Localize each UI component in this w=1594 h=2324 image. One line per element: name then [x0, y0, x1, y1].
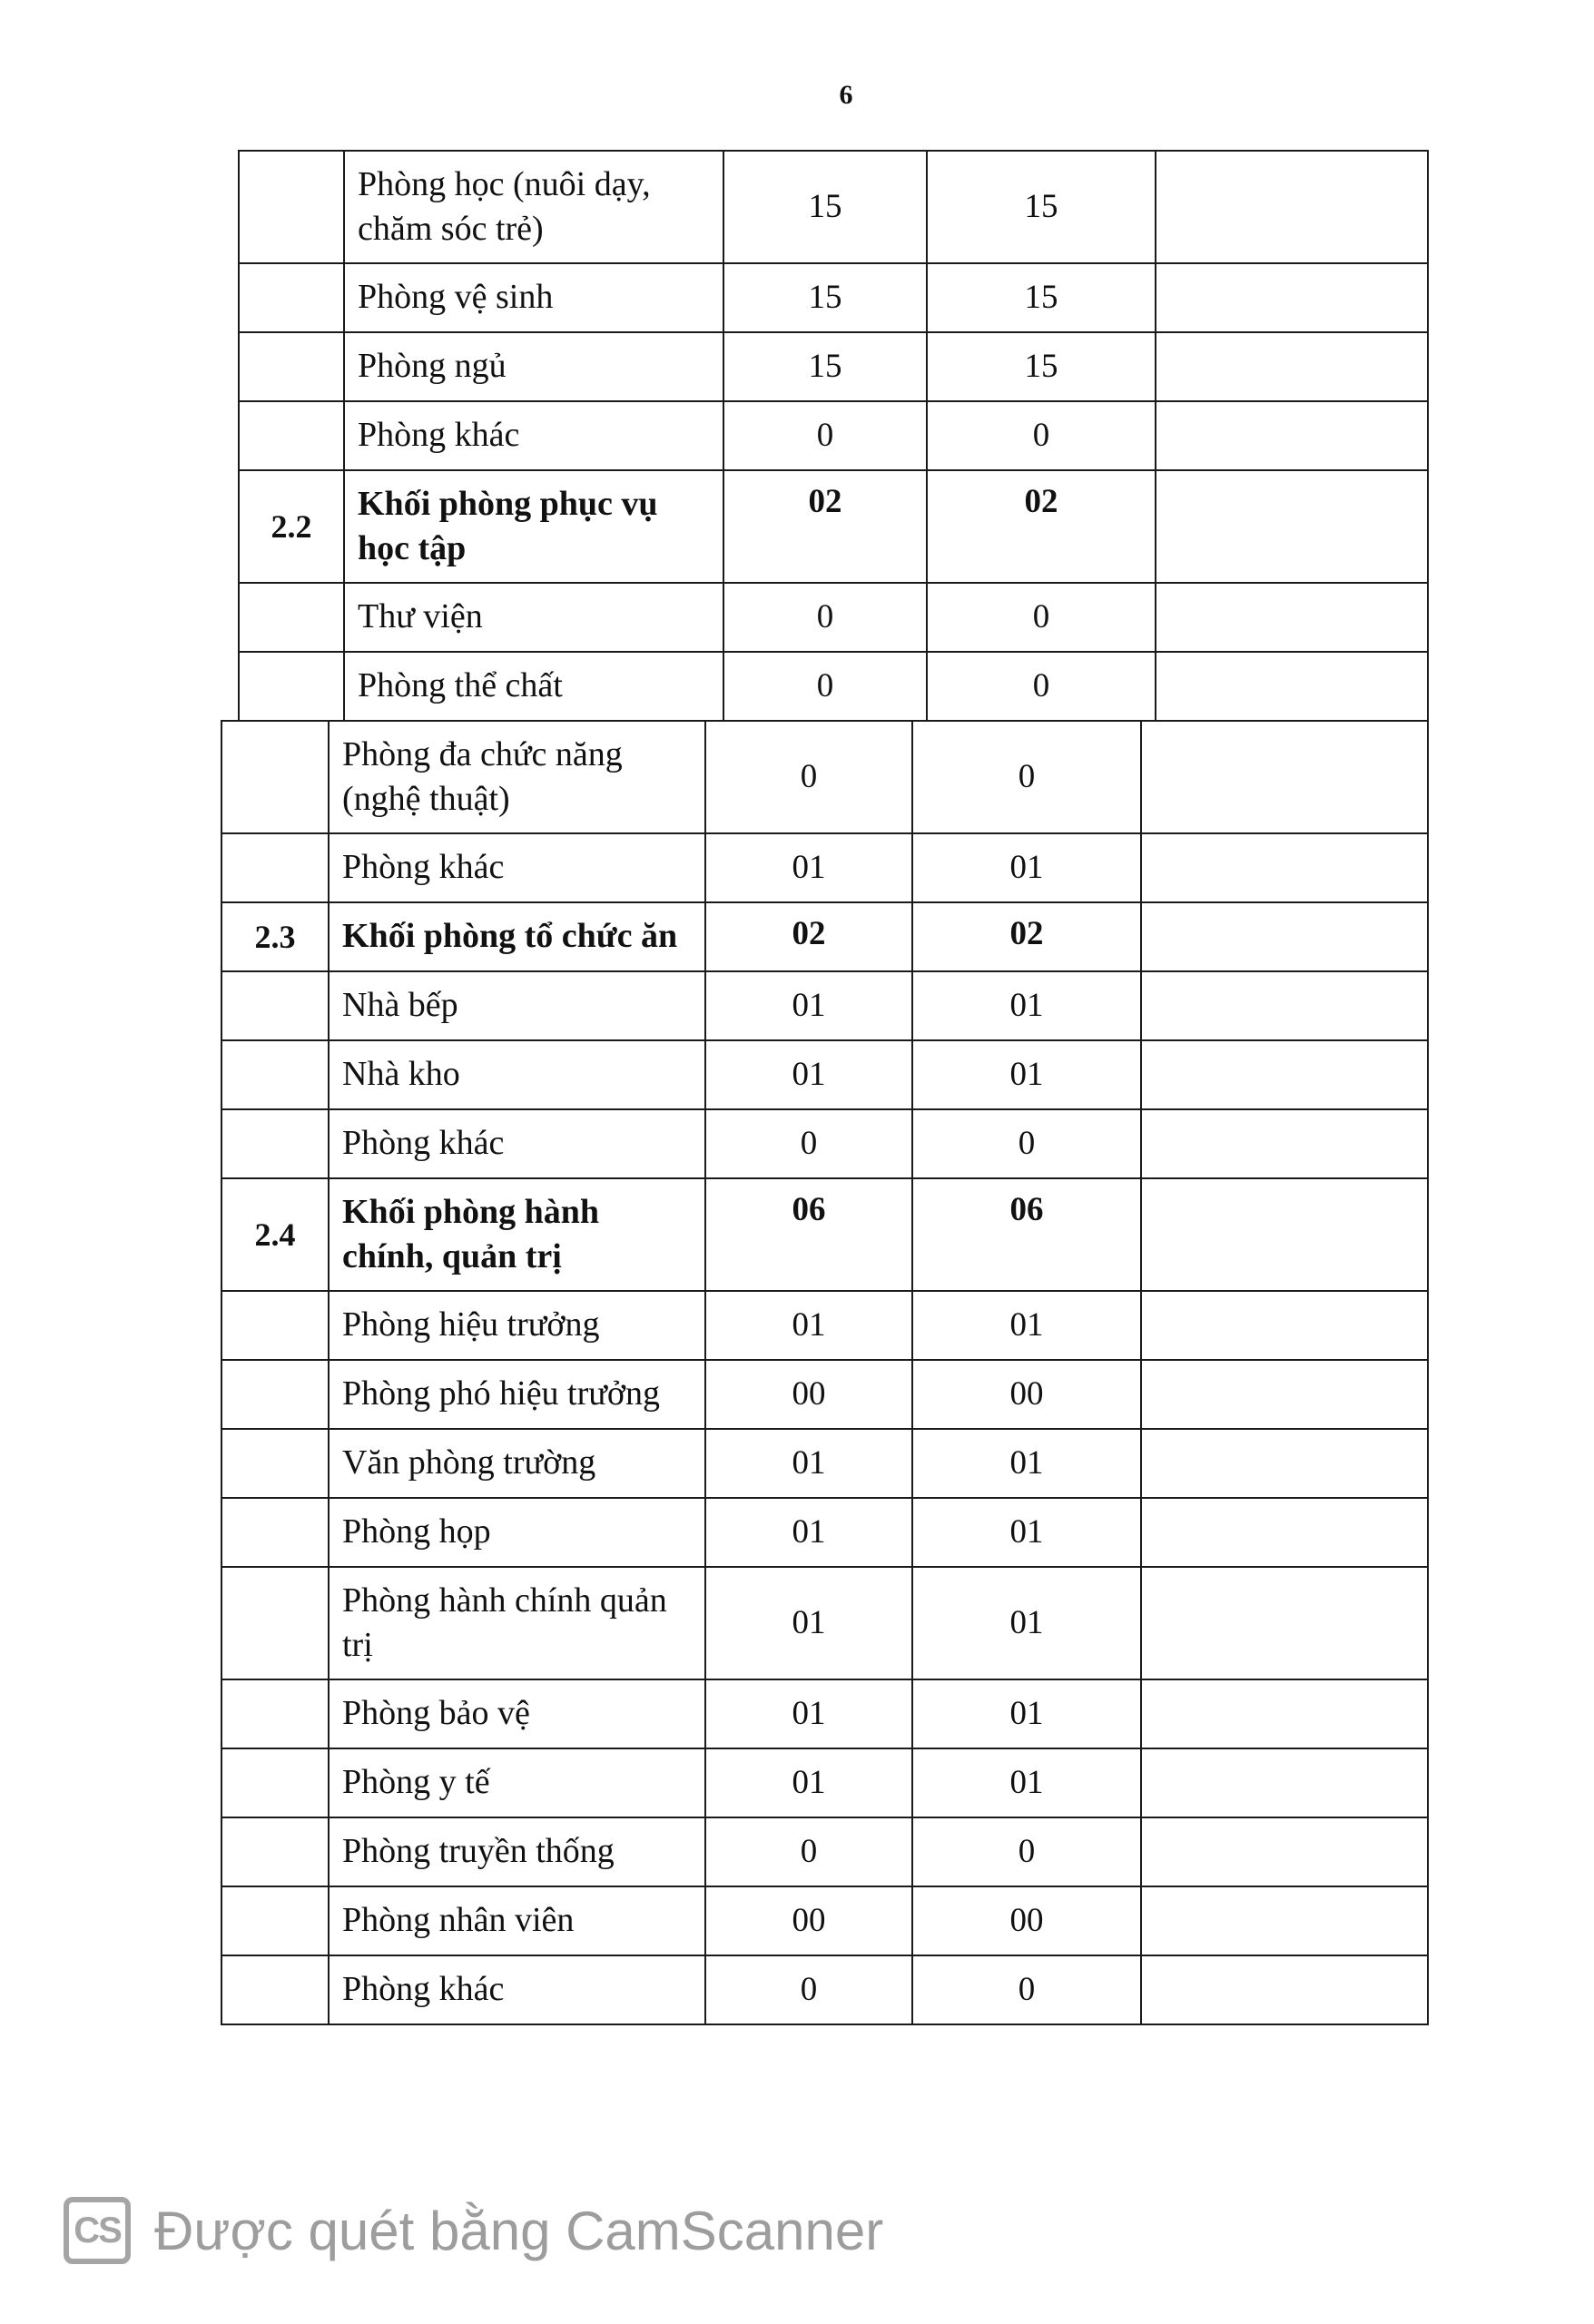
note-cell: [1156, 151, 1428, 263]
section-number-cell: 2.2: [239, 470, 344, 583]
count-cell-1: 15: [723, 332, 927, 401]
note-cell: [1141, 1679, 1428, 1748]
section-number-cell: [221, 1817, 329, 1886]
table-row: [239, 332, 1428, 401]
count-cell-1: 01: [705, 971, 912, 1040]
room-name-cell: Phòng hành chính quản trị: [329, 1567, 705, 1679]
count-cell-1: 00: [705, 1360, 912, 1429]
count-cell-1: 01: [705, 1748, 912, 1817]
count-cell-2: 01: [912, 971, 1141, 1040]
table-row: [221, 1817, 1428, 1886]
room-name-cell: Khối phòng tổ chức ăn: [329, 902, 705, 971]
note-cell: [1141, 1817, 1428, 1886]
room-name-cell: Phòng học (nuôi dạy, chăm sóc trẻ): [344, 151, 723, 263]
table-row: [239, 151, 1428, 263]
room-name-cell: Phòng y tế: [329, 1748, 705, 1817]
note-cell: [1156, 332, 1428, 401]
note-cell: [1156, 470, 1428, 583]
table-row: [221, 1886, 1428, 1955]
section-number-cell: [221, 1498, 329, 1567]
room-name-cell: Phòng khác: [329, 1955, 705, 2024]
section-number-cell: [239, 332, 344, 401]
count-cell-2: 01: [912, 1040, 1141, 1109]
section-number-cell: [221, 1955, 329, 2024]
section-number-cell: [221, 1567, 329, 1679]
section-number-cell: [239, 401, 344, 470]
count-cell-1: 01: [705, 1429, 912, 1498]
count-cell-2: 01: [912, 1498, 1141, 1567]
count-cell-1: 0: [705, 1109, 912, 1178]
count-cell-1: 06: [705, 1178, 912, 1291]
count-cell-1: 15: [723, 151, 927, 263]
count-cell-2: 0: [912, 721, 1141, 833]
room-name-cell: Phòng đa chức năng (nghệ thuật): [329, 721, 705, 833]
table-row: [221, 1178, 1428, 1291]
table-row: [239, 583, 1428, 652]
table-row: [221, 1291, 1428, 1360]
count-cell-1: 0: [705, 721, 912, 833]
room-name-cell: Phòng truyền thống: [329, 1817, 705, 1886]
note-cell: [1141, 833, 1428, 902]
count-cell-2: 01: [912, 1748, 1141, 1817]
table-row: [221, 1567, 1428, 1679]
table-row: [221, 1955, 1428, 2024]
note-cell: [1141, 1429, 1428, 1498]
count-cell-1: 00: [705, 1886, 912, 1955]
note-cell: [1156, 401, 1428, 470]
table-row: [221, 833, 1428, 902]
count-cell-2: 06: [912, 1178, 1141, 1291]
count-cell-1: 0: [723, 583, 927, 652]
count-cell-2: 15: [927, 151, 1156, 263]
count-cell-2: 01: [912, 1679, 1141, 1748]
count-cell-2: 0: [912, 1955, 1141, 2024]
note-cell: [1141, 1040, 1428, 1109]
note-cell: [1141, 1178, 1428, 1291]
count-cell-1: 01: [705, 1291, 912, 1360]
note-cell: [1156, 652, 1428, 721]
table-row: [221, 971, 1428, 1040]
facilities-table-bottom: [221, 720, 1429, 2025]
section-number-cell: [221, 1679, 329, 1748]
section-number-cell: [221, 1291, 329, 1360]
table-row: [221, 1429, 1428, 1498]
section-number-cell: [221, 1748, 329, 1817]
section-number-cell: [239, 151, 344, 263]
section-number-cell: [221, 833, 329, 902]
section-number-cell: [221, 1886, 329, 1955]
note-cell: [1141, 1498, 1428, 1567]
page-number: 6: [839, 80, 853, 110]
section-number-cell: [239, 652, 344, 721]
count-cell-1: 0: [723, 401, 927, 470]
count-cell-2: 01: [912, 1291, 1141, 1360]
count-cell-2: 01: [912, 1429, 1141, 1498]
count-cell-2: 15: [927, 263, 1156, 332]
note-cell: [1141, 1567, 1428, 1679]
count-cell-2: 02: [927, 470, 1156, 583]
room-name-cell: Văn phòng trường: [329, 1429, 705, 1498]
count-cell-2: 01: [912, 833, 1141, 902]
table-row: [221, 1109, 1428, 1178]
section-number-cell: [239, 583, 344, 652]
camscanner-watermark: [64, 2197, 883, 2264]
section-number-cell: [221, 1360, 329, 1429]
room-name-cell: Phòng khác: [329, 833, 705, 902]
section-number-cell: 2.4: [221, 1178, 329, 1291]
room-name-cell: Phòng khác: [329, 1109, 705, 1178]
count-cell-2: 0: [912, 1109, 1141, 1178]
note-cell: [1141, 1291, 1428, 1360]
room-name-cell: Khối phòng phục vụ học tập: [344, 470, 723, 583]
count-cell-2: 00: [912, 1360, 1141, 1429]
note-cell: [1156, 583, 1428, 652]
table-row: [239, 263, 1428, 332]
count-cell-1: 0: [723, 652, 927, 721]
table-row: [239, 470, 1428, 583]
room-name-cell: Nhà bếp: [329, 971, 705, 1040]
note-cell: [1141, 1360, 1428, 1429]
room-name-cell: Khối phòng hành chính, quản trị: [329, 1178, 705, 1291]
count-cell-2: 00: [912, 1886, 1141, 1955]
note-cell: [1141, 1886, 1428, 1955]
table-row: [239, 652, 1428, 721]
count-cell-1: 01: [705, 1040, 912, 1109]
note-cell: [1141, 1748, 1428, 1817]
facilities-table-top: [238, 150, 1429, 722]
note-cell: [1141, 721, 1428, 833]
room-name-cell: Phòng thể chất: [344, 652, 723, 721]
watermark-text: Được quét bằng CamScanner: [154, 2200, 884, 2261]
section-number-cell: [221, 1429, 329, 1498]
section-number-cell: [221, 1109, 329, 1178]
count-cell-1: 01: [705, 1498, 912, 1567]
note-cell: [1141, 971, 1428, 1040]
section-number-cell: [221, 721, 329, 833]
count-cell-1: 02: [723, 470, 927, 583]
count-cell-2: 0: [927, 583, 1156, 652]
table-row: [221, 1748, 1428, 1817]
note-cell: [1141, 1109, 1428, 1178]
room-name-cell: Phòng họp: [329, 1498, 705, 1567]
count-cell-1: 01: [705, 833, 912, 902]
table-row: [221, 1498, 1428, 1567]
count-cell-1: 02: [705, 902, 912, 971]
table-row: [221, 902, 1428, 971]
room-name-cell: Phòng vệ sinh: [344, 263, 723, 332]
table-row: [221, 721, 1428, 833]
room-name-cell: Phòng bảo vệ: [329, 1679, 705, 1748]
count-cell-2: 0: [912, 1817, 1141, 1886]
count-cell-1: 0: [705, 1817, 912, 1886]
room-name-cell: Phòng ngủ: [344, 332, 723, 401]
count-cell-2: 02: [912, 902, 1141, 971]
count-cell-1: 01: [705, 1567, 912, 1679]
camscanner-logo: CS: [64, 2197, 131, 2264]
count-cell-2: 15: [927, 332, 1156, 401]
count-cell-1: 15: [723, 263, 927, 332]
section-number-cell: [239, 263, 344, 332]
room-name-cell: Phòng nhân viên: [329, 1886, 705, 1955]
table-row: [221, 1360, 1428, 1429]
note-cell: [1141, 1955, 1428, 2024]
room-name-cell: Phòng phó hiệu trưởng: [329, 1360, 705, 1429]
count-cell-2: 0: [927, 652, 1156, 721]
note-cell: [1156, 263, 1428, 332]
room-name-cell: Phòng hiệu trưởng: [329, 1291, 705, 1360]
note-cell: [1141, 902, 1428, 971]
count-cell-2: 0: [927, 401, 1156, 470]
room-name-cell: Phòng khác: [344, 401, 723, 470]
room-name-cell: Thư viện: [344, 583, 723, 652]
count-cell-1: 0: [705, 1955, 912, 2024]
table-row: [239, 401, 1428, 470]
section-number-cell: [221, 971, 329, 1040]
section-number-cell: [221, 1040, 329, 1109]
table-row: [221, 1679, 1428, 1748]
section-number-cell: 2.3: [221, 902, 329, 971]
count-cell-2: 01: [912, 1567, 1141, 1679]
count-cell-1: 01: [705, 1679, 912, 1748]
table-row: [221, 1040, 1428, 1109]
room-name-cell: Nhà kho: [329, 1040, 705, 1109]
